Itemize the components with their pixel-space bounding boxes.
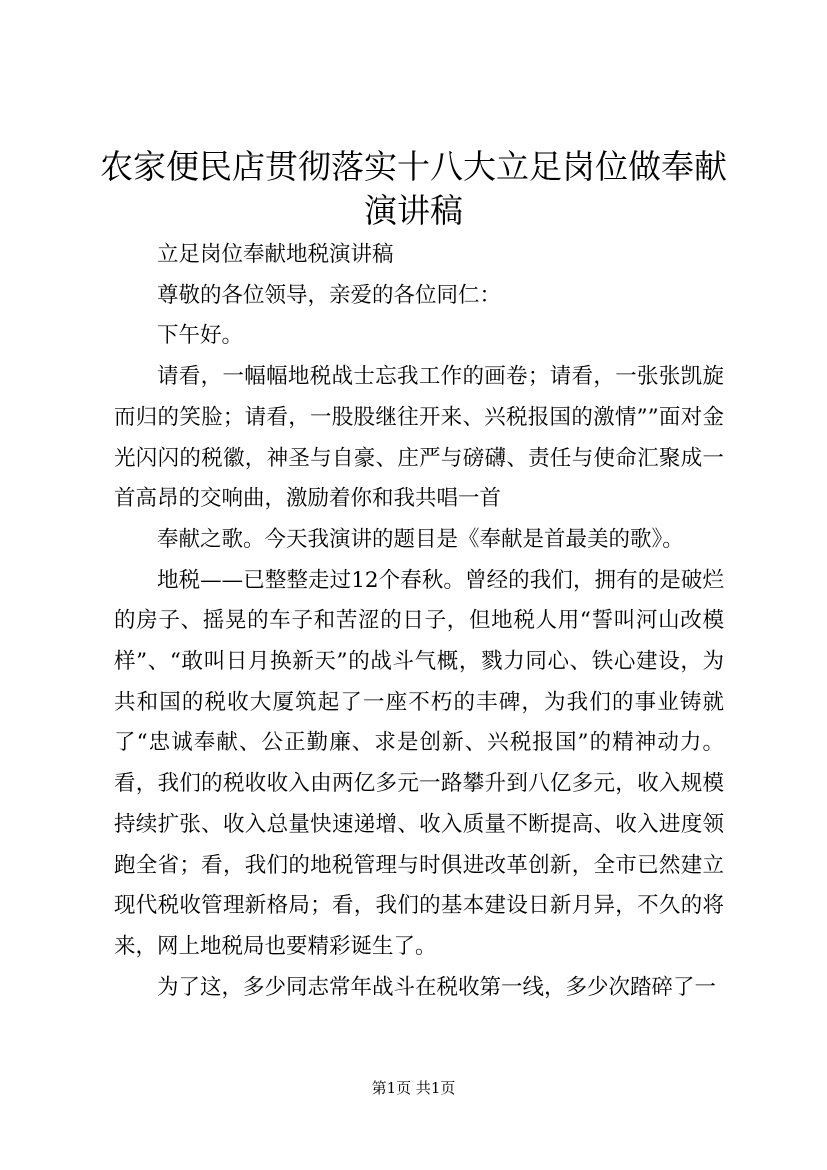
page-number-footer: 第1页 共1页 — [371, 1079, 456, 1097]
paragraph-salutation: 尊敬的各位领导，亲爱的各位同仁： — [157, 282, 502, 308]
paragraph-body: 地税——已整整走过12个春秋。曾经的我们，拥有的是破烂的房子、摇晃的车子和苦涩的日子，但地税人用“誓叫河山改模样”、“敢叫日月换新天”的战斗气概，戮力同心、铁心建设，为共和国的税收大厦筑起了一座不朽的丰碑，为我们的事业铸就了“忠诚奉献、公正勤廉、求是创新、兴税报国”的精神动力。看，我们的税收收入由两亿多元一路攀升到八亿多元，收入规模持续扩张、收入总量快速递增、收入质量不断提高、收入进度领跑全省；看，我们的地税管理与时俱进改革创新，全市已然建立现代税收管理新格局；看，我们的基本建设日新月异，不久的将来，网上地税局也要精彩诞生了。 — [114, 567, 724, 959]
document-body — [114, 235, 724, 1008]
paragraph-body: 请看，一幅幅地税战士忘我工作的画卷；请看，一张张凯旋而归的笑脸；请看，一股股继往开来、兴税报国的激情””面对金光闪闪的税徽，神圣与自豪、庄严与磅礴、责任与使命汇聚成一首高昂的交响曲，激励着你和我共唱一首 — [114, 364, 724, 512]
paragraph-body: 为了这，多少同志常年战斗在税收第一线，多少次踏碎了一 — [157, 974, 717, 1000]
document-title: 农家便民店贯彻落实十八大立足岗位做奉献演讲稿 — [100, 147, 727, 230]
paragraph-body: 奉献之歌。今天我演讲的题目是《奉献是首最美的歌》。 — [157, 526, 684, 552]
paragraph-subtitle: 立足岗位奉献地税演讲稿 — [157, 242, 394, 267]
paragraph-greeting: 下午好。 — [157, 323, 244, 349]
